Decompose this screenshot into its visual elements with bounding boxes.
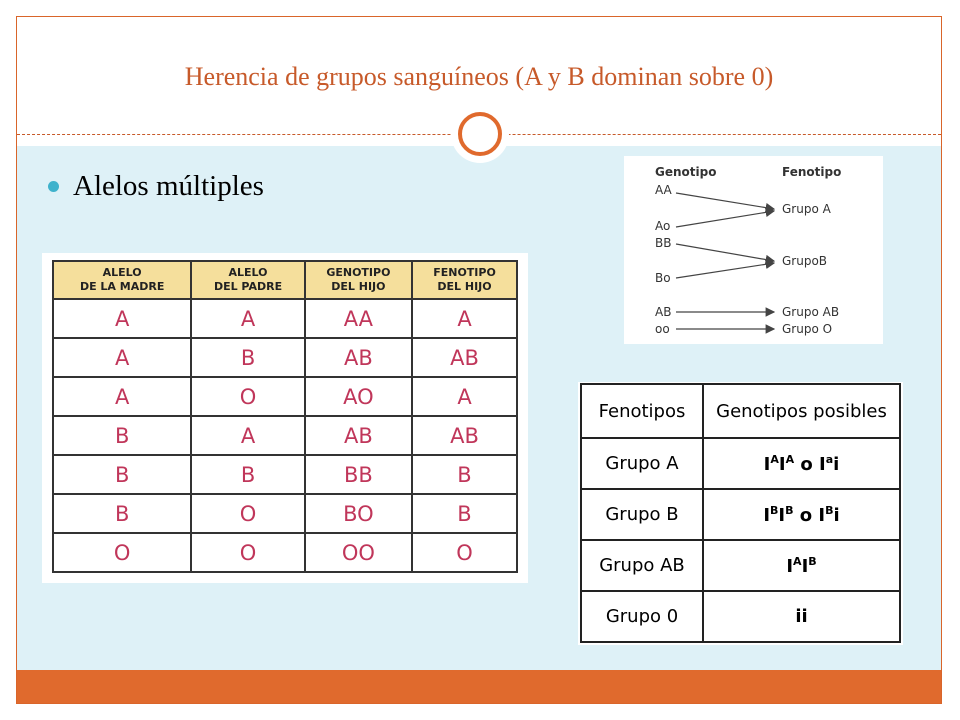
genotype-superscript: a (825, 452, 834, 466)
alleles-table-cell: O (191, 494, 304, 533)
genotype-symbol: o (793, 504, 819, 526)
diagram-header-fenotipo: Fenotipo (782, 165, 842, 179)
phenotype-label: Grupo O (782, 322, 833, 336)
header-fenotipo-hijo: FENOTIPO DEL HIJO (412, 261, 517, 299)
alleles-table-cell: AO (305, 377, 412, 416)
genotype-symbol: I (763, 453, 771, 475)
alleles-table-cell: O (191, 377, 304, 416)
alleles-table-cell: A (53, 338, 191, 377)
phenotype-cell: Grupo 0 (581, 591, 703, 642)
genotype-symbol: I (786, 555, 794, 577)
header-alelo-madre: ALELO DE LA MADRE (53, 261, 191, 299)
alleles-table-cell: A (412, 377, 517, 416)
alleles-table-cell: A (191, 299, 304, 338)
alleles-table-cell: AB (412, 416, 517, 455)
alleles-table-cell: B (191, 455, 304, 494)
genotype-label: BB (655, 236, 672, 250)
phenotype-table-image (578, 382, 903, 645)
phenotype-table-header-row (581, 384, 900, 438)
genotype-possible-cell (703, 489, 900, 540)
alleles-table-cell: AB (412, 338, 517, 377)
genotype-label: AA (655, 183, 672, 197)
alleles-table-cell: O (53, 533, 191, 572)
alleles-table-cell: A (53, 299, 191, 338)
alleles-table-cell: BO (305, 494, 412, 533)
genotype-superscript: B (785, 503, 794, 517)
genotype-symbol: I (819, 453, 826, 475)
alleles-table-cell: O (412, 533, 517, 572)
phenotype-label: Grupo A (782, 202, 831, 216)
header-genotipos-posibles: Genotipos posibles (703, 384, 900, 438)
genotype-label: Bo (655, 271, 671, 285)
alleles-table-row (53, 416, 517, 455)
arrow-bo-to-grupo-b (676, 263, 774, 278)
arrow-ao-to-grupo-a (676, 211, 774, 227)
genotype-symbol: i (833, 453, 840, 475)
phenotype-table-row (581, 438, 900, 489)
genotype-phenotype-diagram (624, 156, 883, 344)
header-genotipo-hijo: GENOTIPO DEL HIJO (305, 261, 412, 299)
alleles-table-cell: AB (305, 416, 412, 455)
alleles-table-row (53, 533, 517, 572)
genotype-label: AB (655, 305, 672, 319)
bullet-item (48, 170, 264, 203)
genotype-possible-cell (703, 591, 900, 642)
genotype-superscript: B (825, 503, 834, 517)
genotype-symbol: o (794, 453, 820, 475)
phenotype-table (580, 383, 901, 643)
phenotype-cell: Grupo A (581, 438, 703, 489)
alleles-table-row (53, 455, 517, 494)
alleles-table-image (42, 253, 528, 583)
alleles-table-cell: OO (305, 533, 412, 572)
alleles-table-cell: AB (305, 338, 412, 377)
phenotype-table-row (581, 489, 900, 540)
genotype-symbol: I (778, 504, 786, 526)
genotype-symbol: ii (795, 606, 808, 627)
alleles-table-row (53, 299, 517, 338)
phenotype-cell: Grupo B (581, 489, 703, 540)
alleles-table-cell: B (191, 338, 304, 377)
diagram-arrows (624, 156, 883, 344)
genotype-superscript: A (770, 452, 779, 466)
alleles-table-cell: BB (305, 455, 412, 494)
alleles-table (52, 260, 518, 573)
header-fenotipos: Fenotipos (581, 384, 703, 438)
alleles-table-cell: B (53, 416, 191, 455)
genotype-superscript: A (785, 452, 795, 466)
alleles-table-cell: O (191, 533, 304, 572)
diagram-header-genotipo: Genotipo (655, 165, 717, 179)
slide-title: Herencia de grupos sanguíneos (A y B dominan sobre 0) (184, 62, 774, 91)
genotype-symbol: I (818, 504, 826, 526)
genotype-possible-cell (703, 438, 900, 489)
alleles-table-row (53, 377, 517, 416)
genotype-label: oo (655, 322, 670, 336)
genotype-superscript: A (793, 554, 802, 568)
phenotype-table-row (581, 540, 900, 591)
phenotype-table-row (581, 591, 900, 642)
alleles-table-row (53, 338, 517, 377)
alleles-table-cell: B (53, 494, 191, 533)
alleles-table-cell: B (412, 455, 517, 494)
alleles-table-cell: A (53, 377, 191, 416)
genotype-symbol: i (833, 504, 840, 526)
genotype-symbol: I (778, 453, 786, 475)
alleles-table-cell: A (191, 416, 304, 455)
header-alelo-padre: ALELO DEL PADRE (191, 261, 304, 299)
alleles-table-cell: AA (305, 299, 412, 338)
genotype-label: Ao (655, 219, 671, 233)
arrow-aa-to-grupo-a (676, 193, 774, 209)
genotype-possible-cell (703, 540, 900, 591)
genotype-symbol: I (801, 555, 809, 577)
alleles-table-cell: B (412, 494, 517, 533)
arrow-bb-to-grupo-b (676, 244, 774, 261)
phenotype-label: Grupo AB (782, 305, 840, 319)
alleles-table-header-row (53, 261, 517, 299)
alleles-table-row (53, 494, 517, 533)
phenotype-label: GrupoB (782, 254, 828, 268)
bullet-dot-icon (48, 181, 59, 192)
genotype-superscript: B (770, 503, 779, 517)
alleles-table-cell: A (412, 299, 517, 338)
alleles-table-cell: B (53, 455, 191, 494)
genotype-symbol: I (763, 504, 771, 526)
genotype-superscript: B (808, 554, 817, 568)
bullet-text: Alelos múltiples (73, 170, 264, 202)
phenotype-cell: Grupo AB (581, 540, 703, 591)
